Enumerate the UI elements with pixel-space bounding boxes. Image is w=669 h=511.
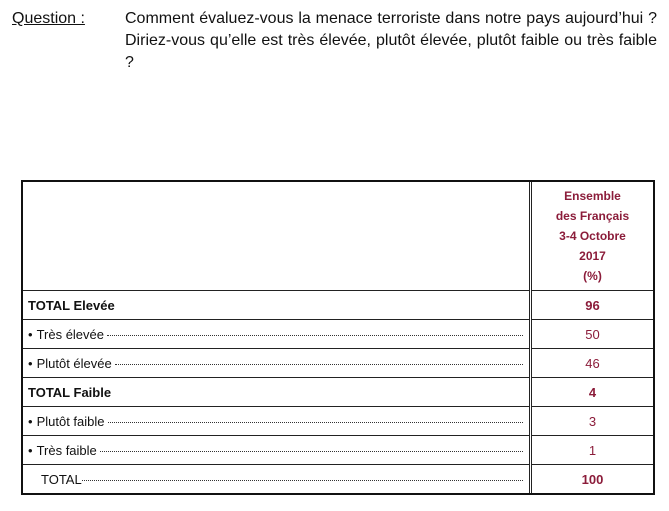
dot-leader: [107, 335, 523, 336]
bullet-icon: •: [28, 326, 33, 342]
row-label: Plutôt élevée: [36, 355, 112, 371]
row-label: Très élevée: [36, 326, 104, 342]
column-header-line: (%): [583, 269, 602, 283]
row-value: 96: [531, 291, 654, 320]
bullet-icon: •: [28, 355, 33, 371]
column-header-line: 3-4 Octobre: [559, 229, 626, 243]
header-empty-cell: [23, 182, 531, 291]
row-label: TOTAL: [41, 471, 82, 487]
table-row: [23, 378, 654, 407]
row-value: 4: [531, 378, 654, 407]
question-text: Comment évaluez-vous la menace terroriste dans notre pays aujourd’hui ? Diriez-vous qu’elle est très élevée, plutôt élevée, plutôt faible ou très faible ?: [125, 10, 657, 71]
row-label-cell: [23, 436, 531, 465]
question-block: [12, 8, 657, 74]
dot-leader: [82, 480, 523, 481]
column-header-line: Ensemble: [564, 189, 621, 203]
results-table: [22, 181, 654, 494]
row-value: 3: [531, 407, 654, 436]
row-label-cell: [23, 465, 531, 494]
row-label-cell: [23, 349, 531, 378]
row-value: 46: [531, 349, 654, 378]
row-value: 100: [531, 465, 654, 494]
table-row: [23, 407, 654, 436]
table-row: [23, 349, 654, 378]
dot-leader: [115, 364, 523, 365]
row-label: TOTAL Faible: [23, 378, 531, 407]
table-row: [23, 436, 654, 465]
row-label-cell: [23, 320, 531, 349]
question-label-text: Question :: [12, 10, 85, 27]
bullet-icon: •: [28, 442, 33, 458]
row-value: 50: [531, 320, 654, 349]
dot-leader: [108, 422, 524, 423]
table-header-row: [23, 182, 654, 291]
table-row: [23, 320, 654, 349]
table-row: [23, 291, 654, 320]
column-header-line: des Français: [555, 209, 630, 223]
row-label: Très faible: [36, 442, 97, 458]
column-header-line: 2017: [579, 249, 606, 263]
bullet-icon: •: [28, 413, 33, 429]
column-header: [531, 182, 654, 291]
table-row: [23, 465, 654, 494]
row-label: TOTAL Elevée: [23, 291, 531, 320]
row-label: Plutôt faible: [36, 413, 105, 429]
question-label: [12, 8, 125, 74]
row-value: 1: [531, 436, 654, 465]
row-label-cell: [23, 407, 531, 436]
dot-leader: [100, 451, 523, 452]
